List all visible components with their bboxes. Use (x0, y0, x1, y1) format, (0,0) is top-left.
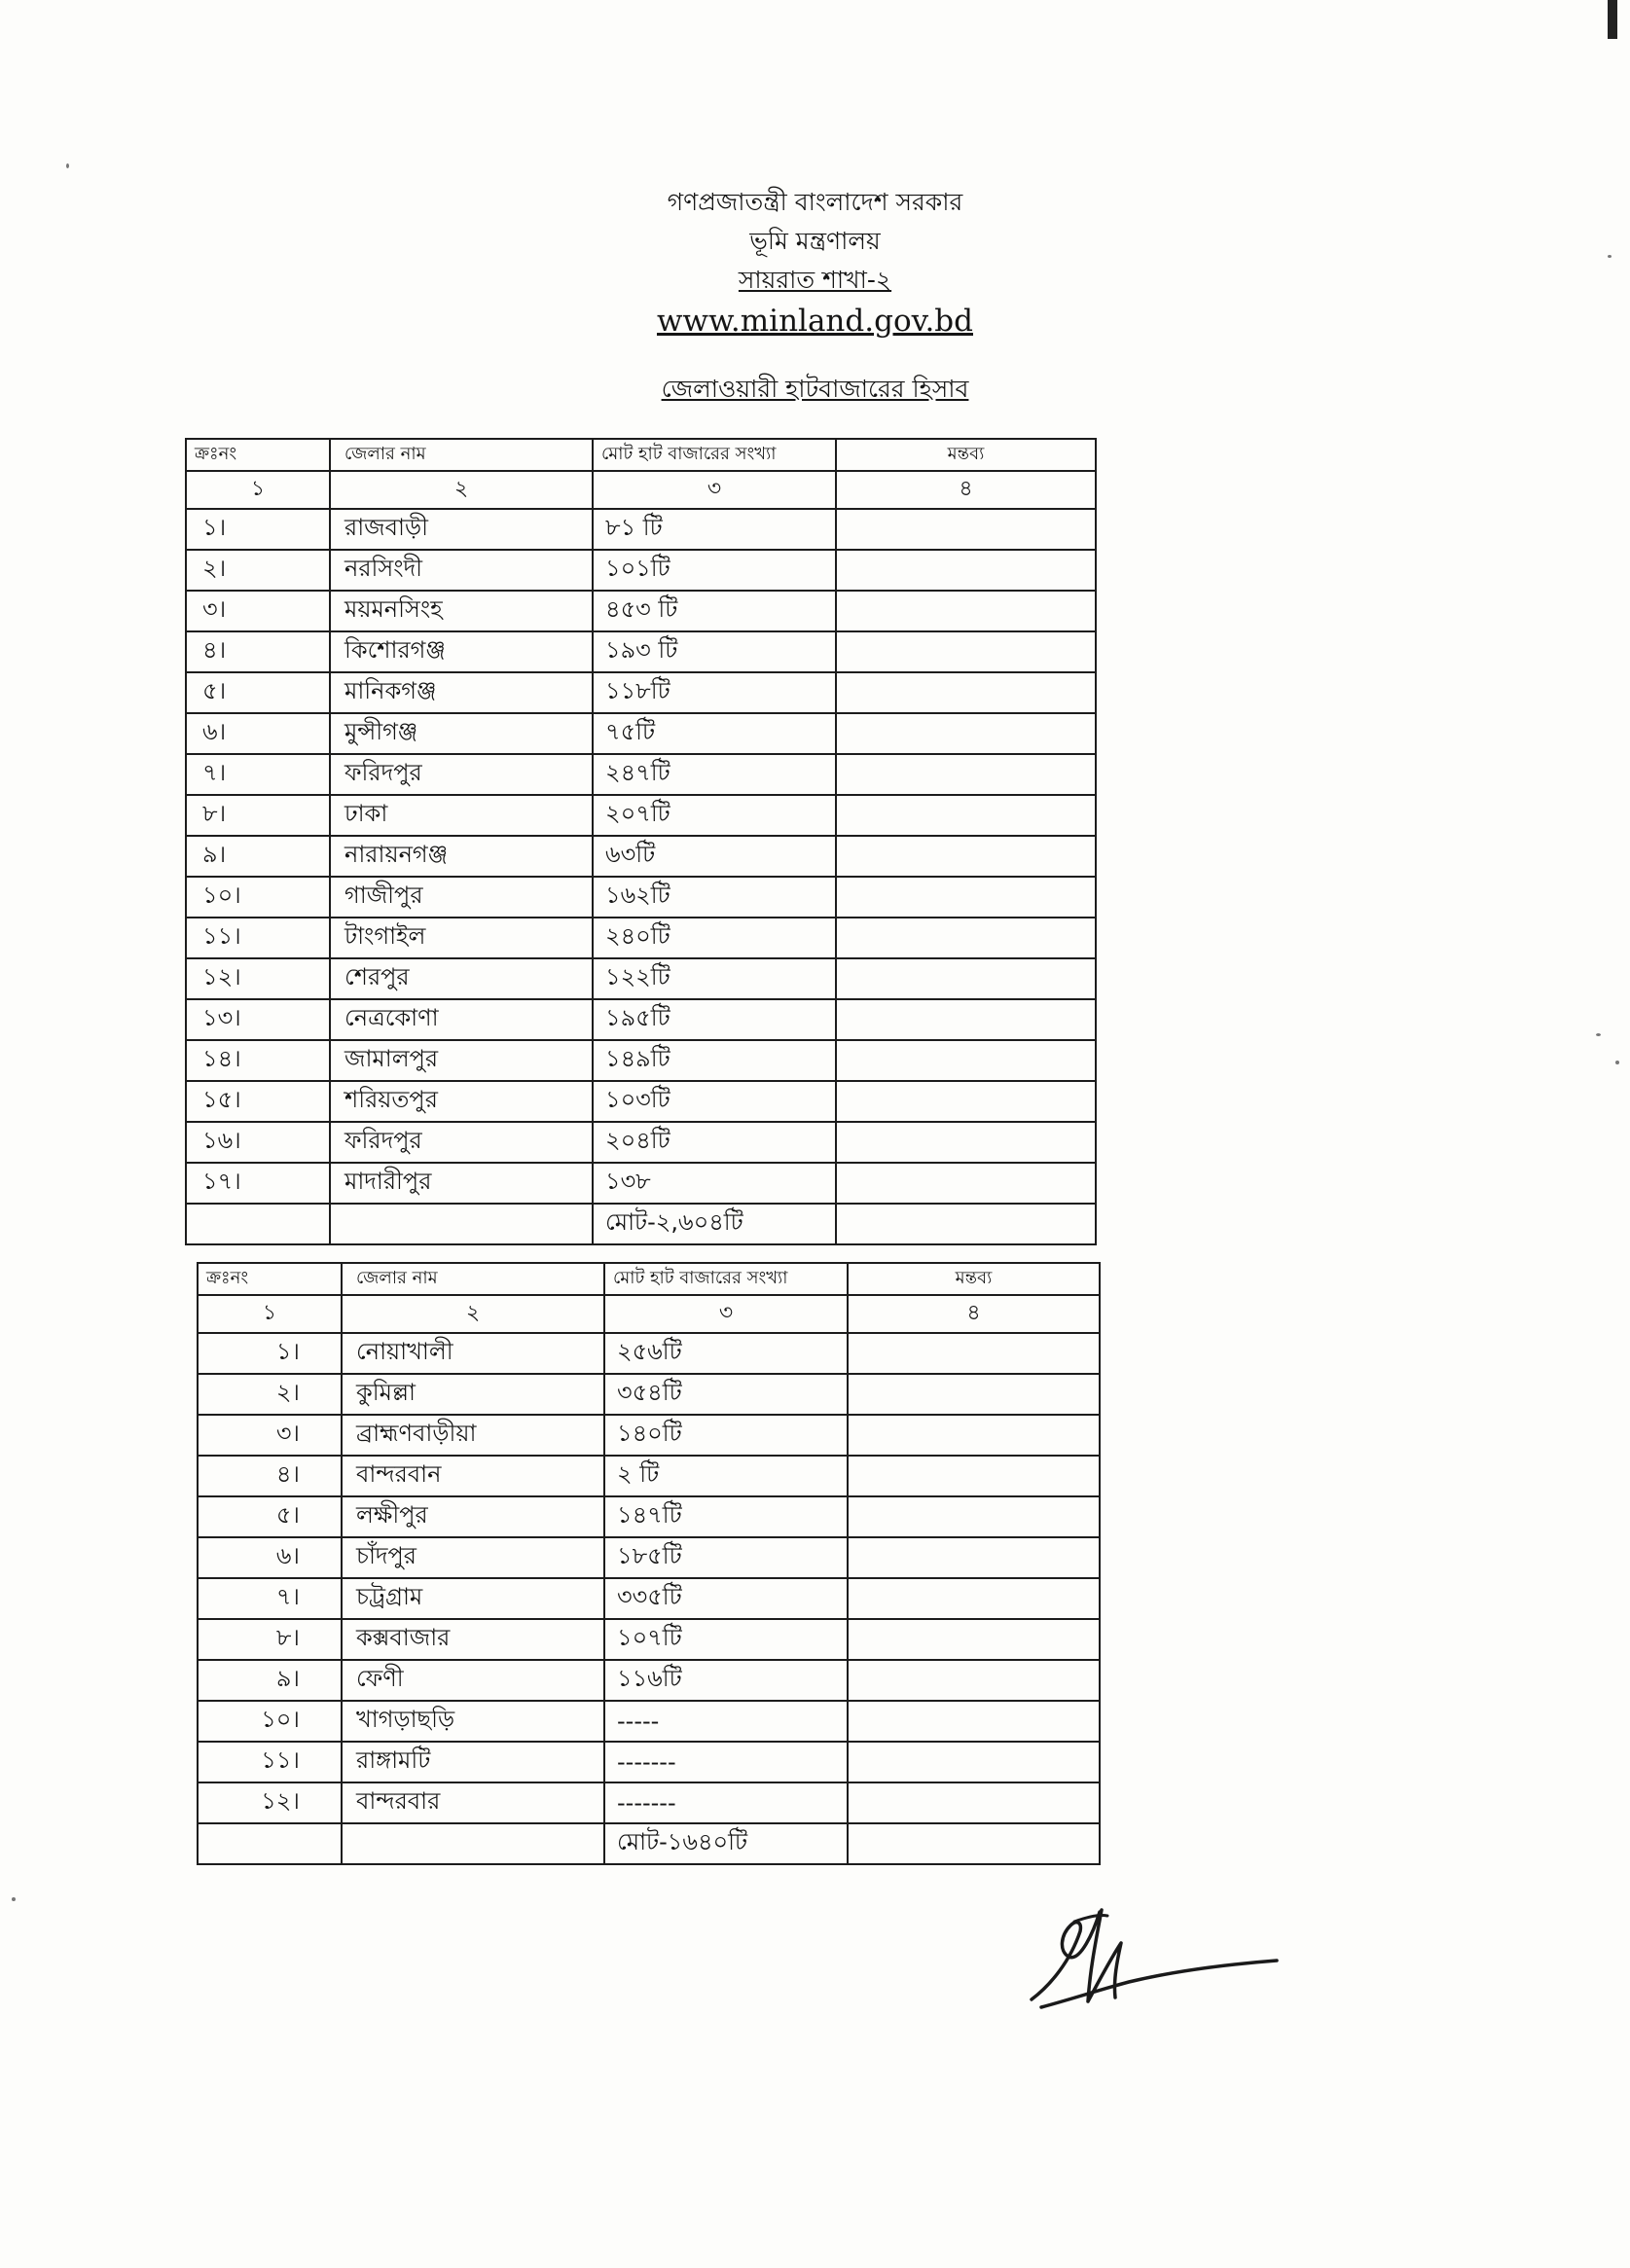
table-row (198, 1537, 1100, 1578)
district-cell: খাগড়াছড়ি (342, 1701, 604, 1742)
total-count-cell: মোট-১৬৪০টি (604, 1823, 848, 1864)
total-row (198, 1823, 1100, 1864)
district-cell: জামালপুর (330, 1040, 593, 1081)
remark-cell (836, 509, 1096, 550)
district-cell: শরিয়তপুর (330, 1081, 593, 1122)
remark-cell (836, 754, 1096, 795)
district-cell: ময়মনসিংহ (330, 591, 593, 631)
table-row (198, 1660, 1100, 1701)
table-row (186, 877, 1096, 918)
market-count-cell: ২৪০টি (593, 918, 836, 958)
market-count-cell: ১০৩টি (593, 1081, 836, 1122)
column-number: ১ (186, 471, 330, 509)
remark-cell (848, 1374, 1100, 1415)
remark-cell (848, 1578, 1100, 1619)
remark-cell (848, 1415, 1100, 1456)
serial-cell: ৯। (198, 1660, 342, 1701)
market-count-cell: ১৩৮ (593, 1163, 836, 1204)
table-row (186, 999, 1096, 1040)
serial-cell: ৪। (186, 631, 330, 672)
serial-cell: ৮। (198, 1619, 342, 1660)
table-row (186, 550, 1096, 591)
market-count-cell: ------- (604, 1742, 848, 1782)
branch-name: সায়রাত শাখা-২ (738, 266, 892, 294)
remark-cell (836, 1122, 1096, 1163)
column-number-row (186, 471, 1096, 509)
district-cell: কিশোরগঞ্জ (330, 631, 593, 672)
market-count-cell: ২৫৬টি (604, 1333, 848, 1374)
market-count-cell: ১১৬টি (604, 1660, 848, 1701)
district-cell: ফরিদপুর (330, 1122, 593, 1163)
column-number: ৪ (836, 471, 1096, 509)
remark-cell (836, 1163, 1096, 1204)
serial-cell: ১২। (186, 958, 330, 999)
scan-speck (12, 1897, 16, 1901)
table-header-row (186, 439, 1096, 471)
district-cell: মুন্সীগঞ্জ (330, 713, 593, 754)
serial-cell: ১৩। (186, 999, 330, 1040)
table-row (186, 1040, 1096, 1081)
table-row (198, 1578, 1100, 1619)
remark-cell (848, 1456, 1100, 1496)
empty-cell (186, 1204, 330, 1244)
district-cell: ফরিদপুর (330, 754, 593, 795)
market-count-cell: ৬৩টি (593, 836, 836, 877)
serial-cell: ৩। (198, 1415, 342, 1456)
district-cell: নরসিংদী (330, 550, 593, 591)
table-row (186, 795, 1096, 836)
document-subtitle: জেলাওয়ারী হাটবাজারের হিসাব (661, 375, 969, 403)
district-cell: নেত্রকোণা (330, 999, 593, 1040)
header-serial: ক্রঃনং (186, 439, 330, 471)
district-cell: চাঁদপুর (342, 1537, 604, 1578)
scan-speck (1608, 255, 1612, 258)
market-count-cell: ২০৪টি (593, 1122, 836, 1163)
market-count-cell: ১০১টি (593, 550, 836, 591)
header-remark: মন্তব্য (836, 439, 1096, 471)
column-number: ২ (330, 471, 593, 509)
table-row (198, 1496, 1100, 1537)
table-row (198, 1374, 1100, 1415)
market-count-cell: ------- (604, 1782, 848, 1823)
table-row (186, 754, 1096, 795)
total-row (186, 1204, 1096, 1244)
empty-cell (848, 1823, 1100, 1864)
table-row (186, 918, 1096, 958)
market-count-cell: ৭৫টি (593, 713, 836, 754)
table-row (186, 713, 1096, 754)
market-count-cell: ১২২টি (593, 958, 836, 999)
district-cell: মানিকগঞ্জ (330, 672, 593, 713)
remark-cell (836, 1081, 1096, 1122)
remark-cell (836, 1040, 1096, 1081)
table-row (186, 591, 1096, 631)
serial-cell: ৯। (186, 836, 330, 877)
district-cell: লক্ষীপুর (342, 1496, 604, 1537)
serial-cell: ৩। (186, 591, 330, 631)
district-cell: রাজবাড়ী (330, 509, 593, 550)
scan-speck (66, 163, 69, 168)
header-district: জেলার নাম (342, 1263, 604, 1295)
serial-cell: ১৪। (186, 1040, 330, 1081)
empty-cell (330, 1204, 593, 1244)
district-market-table-2 (197, 1262, 1101, 1865)
header-district: জেলার নাম (330, 439, 593, 471)
table-row (186, 509, 1096, 550)
district-cell: বান্দরবার (342, 1782, 604, 1823)
table-row (186, 1122, 1096, 1163)
remark-cell (836, 958, 1096, 999)
remark-cell (836, 999, 1096, 1040)
serial-cell: ১৫। (186, 1081, 330, 1122)
serial-cell: ১৭। (186, 1163, 330, 1204)
column-number: ২ (342, 1295, 604, 1333)
market-count-cell: ১০৭টি (604, 1619, 848, 1660)
district-cell: ফেণী (342, 1660, 604, 1701)
serial-cell: ১২। (198, 1782, 342, 1823)
remark-cell (836, 877, 1096, 918)
district-market-table-1 (185, 438, 1097, 1245)
remark-cell (848, 1619, 1100, 1660)
remark-cell (848, 1701, 1100, 1742)
table-row (198, 1742, 1100, 1782)
serial-cell: ৭। (198, 1578, 342, 1619)
ministry-name: ভূমি মন্ত্রণালয় (749, 227, 881, 255)
remark-cell (848, 1742, 1100, 1782)
column-number: ৩ (593, 471, 836, 509)
government-name: গণপ্রজাতন্ত্রী বাংলাদেশ সরকার (667, 188, 963, 216)
serial-cell: ৫। (186, 672, 330, 713)
header-count: মোট হাট বাজারের সংখ্যা (604, 1263, 848, 1295)
table-row (186, 631, 1096, 672)
district-cell: গাজীপুর (330, 877, 593, 918)
table-row (198, 1619, 1100, 1660)
district-cell: শেরপুর (330, 958, 593, 999)
table-header-row (198, 1263, 1100, 1295)
column-number: ৩ (604, 1295, 848, 1333)
table-row (186, 672, 1096, 713)
website-link[interactable]: www.minland.gov.bd (656, 304, 973, 339)
remark-cell (836, 672, 1096, 713)
district-cell: ব্রাহ্মণবাড়ীয়া (342, 1415, 604, 1456)
district-cell: রাঙ্গামটি (342, 1742, 604, 1782)
remark-cell (836, 836, 1096, 877)
market-count-cell: ১১৮টি (593, 672, 836, 713)
district-cell: বান্দরবান (342, 1456, 604, 1496)
district-cell: নারায়নগঞ্জ (330, 836, 593, 877)
market-count-cell: ৪৫৩ টি (593, 591, 836, 631)
signature-mark (1012, 1892, 1285, 2019)
serial-cell: ১। (198, 1333, 342, 1374)
district-cell: টাংগাইল (330, 918, 593, 958)
table-row (186, 1081, 1096, 1122)
remark-cell (848, 1333, 1100, 1374)
market-count-cell: ১৬২টি (593, 877, 836, 918)
market-count-cell: ২০৭টি (593, 795, 836, 836)
market-count-cell: ৩৫৪টি (604, 1374, 848, 1415)
serial-cell: ৬। (198, 1537, 342, 1578)
serial-cell: ১০। (186, 877, 330, 918)
serial-cell: ৫। (198, 1496, 342, 1537)
market-count-cell: ১৮৫টি (604, 1537, 848, 1578)
table-row (198, 1456, 1100, 1496)
remark-cell (848, 1782, 1100, 1823)
remark-cell (836, 631, 1096, 672)
market-count-cell: ১৯৫টি (593, 999, 836, 1040)
remark-cell (836, 591, 1096, 631)
empty-cell (836, 1204, 1096, 1244)
scan-speck (1615, 1061, 1619, 1064)
serial-cell: ২। (186, 550, 330, 591)
serial-cell: ৭। (186, 754, 330, 795)
district-cell: কুমিল্লা (342, 1374, 604, 1415)
market-count-cell: ১৯৩ টি (593, 631, 836, 672)
table-row (186, 1163, 1096, 1204)
table-row (186, 836, 1096, 877)
header-count: মোট হাট বাজারের সংখ্যা (593, 439, 836, 471)
empty-cell (342, 1823, 604, 1864)
total-count-cell: মোট-২,৬০৪টি (593, 1204, 836, 1244)
serial-cell: ২। (198, 1374, 342, 1415)
market-count-cell: ৩৩৫টি (604, 1578, 848, 1619)
district-cell: মাদারীপুর (330, 1163, 593, 1204)
remark-cell (848, 1496, 1100, 1537)
district-cell: কক্সবাজার (342, 1619, 604, 1660)
market-count-cell: ৮১ টি (593, 509, 836, 550)
remark-cell (848, 1660, 1100, 1701)
document-header (0, 183, 1630, 342)
serial-cell: ১১। (186, 918, 330, 958)
remark-cell (836, 795, 1096, 836)
table-row (198, 1415, 1100, 1456)
district-cell: নোয়াখালী (342, 1333, 604, 1374)
serial-cell: ১১। (198, 1742, 342, 1782)
district-cell: ঢাকা (330, 795, 593, 836)
market-count-cell: ২৪৭টি (593, 754, 836, 795)
market-count-cell: ১৪৯টি (593, 1040, 836, 1081)
table-row (198, 1782, 1100, 1823)
scan-edge (1608, 0, 1617, 39)
serial-cell: ৬। (186, 713, 330, 754)
remark-cell (836, 918, 1096, 958)
header-remark: মন্তব্য (848, 1263, 1100, 1295)
serial-cell: ৪। (198, 1456, 342, 1496)
table-row (198, 1333, 1100, 1374)
table-row (198, 1701, 1100, 1742)
scan-speck (1596, 1033, 1601, 1036)
district-cell: চট্রগ্রাম (342, 1578, 604, 1619)
market-count-cell: ১৪০টি (604, 1415, 848, 1456)
remark-cell (836, 713, 1096, 754)
header-serial: ক্রঃনং (198, 1263, 342, 1295)
column-number-row (198, 1295, 1100, 1333)
remark-cell (836, 550, 1096, 591)
serial-cell: ১০। (198, 1701, 342, 1742)
column-number: ১ (198, 1295, 342, 1333)
serial-cell: ১। (186, 509, 330, 550)
serial-cell: ৮। (186, 795, 330, 836)
remark-cell (848, 1537, 1100, 1578)
market-count-cell: ----- (604, 1701, 848, 1742)
empty-cell (198, 1823, 342, 1864)
market-count-cell: ১৪৭টি (604, 1496, 848, 1537)
market-count-cell: ২ টি (604, 1456, 848, 1496)
column-number: ৪ (848, 1295, 1100, 1333)
serial-cell: ১৬। (186, 1122, 330, 1163)
table-row (186, 958, 1096, 999)
